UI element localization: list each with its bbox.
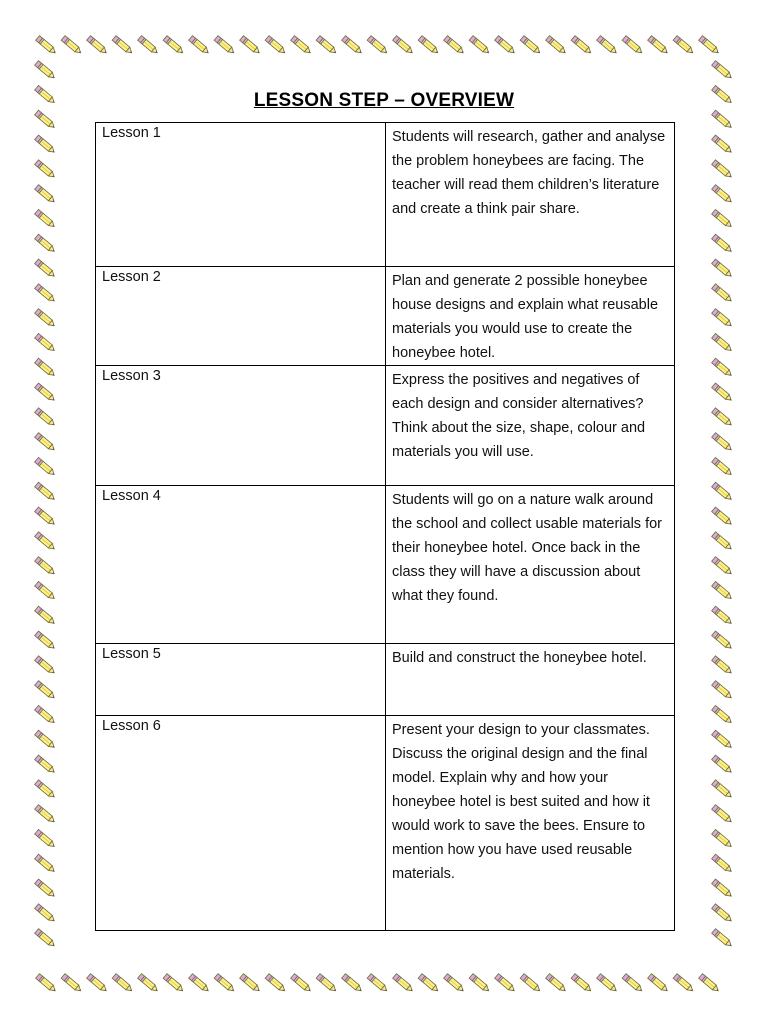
pencil-icon [712, 135, 733, 154]
pencil-icon [520, 974, 541, 993]
table-row [96, 366, 675, 486]
pencil-icon [35, 309, 56, 328]
pencil-icon [189, 974, 210, 993]
pencil-icon [712, 457, 733, 476]
pencil-icon [35, 879, 56, 898]
pencil-icon [712, 780, 733, 799]
pencil-icon [36, 974, 57, 993]
pencil-icon [342, 974, 363, 993]
pencil-icon [444, 974, 465, 993]
pencil-icon [35, 333, 56, 352]
pencil-icon [712, 904, 733, 923]
pencil-icon [712, 730, 733, 749]
pencil-icon [520, 36, 541, 55]
pencil-icon [712, 209, 733, 228]
pencil-icon [712, 284, 733, 303]
pencil-icon [712, 606, 733, 625]
pencil-icon [35, 61, 56, 80]
pencil-icon [712, 433, 733, 452]
pencil-icon [291, 36, 312, 55]
pencil-icon [712, 829, 733, 848]
lesson-description: Plan and generate 2 possible honeybee house designs and explain what reusable materials you would use to create the honeybee hotel. [386, 267, 675, 366]
pencil-icon [35, 358, 56, 377]
lesson-description: Build and construct the honeybee hotel. [386, 644, 675, 716]
pencil-icon [367, 36, 388, 55]
pencil-icon [393, 36, 414, 55]
pencil-icon [265, 974, 286, 993]
pencil-icon [469, 974, 490, 993]
pencil-icon [712, 929, 733, 948]
pencil-icon [35, 383, 56, 402]
pencil-icon [648, 974, 669, 993]
pencil-icon [35, 854, 56, 873]
page-title: LESSON STEP – OVERVIEW [253, 90, 515, 111]
pencil-icon [35, 259, 56, 278]
pencil-icon [316, 36, 337, 55]
pencil-icon [35, 507, 56, 526]
pencil-icon [342, 36, 363, 55]
pencil-icon [35, 681, 56, 700]
pencil-icon [214, 36, 235, 55]
pencil-icon [35, 284, 56, 303]
pencil-icon [712, 805, 733, 824]
pencil-icon [418, 974, 439, 993]
pencil-icon [35, 805, 56, 824]
pencil-icon [712, 110, 733, 129]
pencil-icon [712, 705, 733, 724]
pencil-icon [35, 829, 56, 848]
pencil-icon [35, 755, 56, 774]
table-row [96, 716, 675, 931]
pencil-icon [35, 408, 56, 427]
pencil-icon [673, 36, 694, 55]
pencil-icon [35, 110, 56, 129]
pencil-icon [597, 36, 618, 55]
pencil-icon [291, 974, 312, 993]
pencil-icon [35, 433, 56, 452]
pencil-icon [495, 974, 516, 993]
pencil-icon [469, 36, 490, 55]
table-row [96, 123, 675, 267]
pencil-icon [61, 974, 82, 993]
pencil-icon [367, 974, 388, 993]
pencil-icon [35, 234, 56, 253]
pencil-icon [712, 259, 733, 278]
table-row [96, 267, 675, 366]
pencil-icon [712, 755, 733, 774]
pencil-icon [35, 482, 56, 501]
pencil-icon [112, 974, 133, 993]
lesson-label: Lesson 2 [96, 267, 386, 366]
pencil-icon [712, 185, 733, 204]
lesson-description: Students will research, gather and analyse the problem honeybees are facing. The teacher will read them children’s literature and create a think pair share. [386, 123, 675, 267]
table-row [96, 644, 675, 716]
pencil-icon [36, 36, 57, 55]
lesson-label: Lesson 3 [96, 366, 386, 486]
pencil-icon [712, 61, 733, 80]
pencil-icon [712, 879, 733, 898]
pencil-icon [35, 656, 56, 675]
lesson-label: Lesson 6 [96, 716, 386, 931]
pencil-icon [35, 581, 56, 600]
pencil-icon [712, 358, 733, 377]
table-row [96, 486, 675, 644]
pencil-icon [316, 974, 337, 993]
pencil-icon [112, 36, 133, 55]
pencil-icon [35, 631, 56, 650]
pencil-icon [712, 234, 733, 253]
pencil-icon [546, 974, 567, 993]
lesson-label: Lesson 4 [96, 486, 386, 644]
pencil-icon [61, 36, 82, 55]
pencil-icon [712, 581, 733, 600]
pencil-icon [35, 135, 56, 154]
pencil-icon [35, 160, 56, 179]
pencil-icon [712, 656, 733, 675]
pencil-icon [138, 36, 159, 55]
pencil-icon [265, 36, 286, 55]
lesson-description: Students will go on a nature walk around the school and collect usable materials for their honeybee hotel. Once back in the class they will have a discussion about what they found. [386, 486, 675, 644]
pencil-icon [673, 974, 694, 993]
pencil-icon [240, 36, 261, 55]
lesson-description: Present your design to your classmates. Discuss the original design and the final model. Explain why and how your honeybee hotel is best suited and how it would work to save the bees. Ensure to mention how you have used reusable materials. [386, 716, 675, 931]
lesson-label: Lesson 1 [96, 123, 386, 267]
pencil-icon [35, 705, 56, 724]
pencil-icon [571, 36, 592, 55]
pencil-icon [648, 36, 669, 55]
pencil-icon [163, 974, 184, 993]
pencil-icon [712, 482, 733, 501]
pencil-icon [35, 457, 56, 476]
pencil-icon [712, 854, 733, 873]
pencil-icon [87, 36, 108, 55]
pencil-icon [712, 383, 733, 402]
pencil-icon [495, 36, 516, 55]
lesson-label: Lesson 5 [96, 644, 386, 716]
pencil-icon [240, 974, 261, 993]
pencil-icon [571, 974, 592, 993]
pencil-icon [712, 557, 733, 576]
pencil-icon [712, 681, 733, 700]
pencil-icon [35, 532, 56, 551]
pencil-icon [393, 974, 414, 993]
pencil-icon [712, 408, 733, 427]
pencil-icon [622, 36, 643, 55]
pencil-icon [444, 36, 465, 55]
pencil-icon [35, 557, 56, 576]
lesson-overview-table [95, 122, 675, 931]
pencil-icon [699, 974, 720, 993]
pencil-icon [35, 209, 56, 228]
pencil-icon [163, 36, 184, 55]
pencil-icon [35, 730, 56, 749]
pencil-icon [546, 36, 567, 55]
pencil-icon [35, 185, 56, 204]
lesson-description: Express the positives and negatives of each design and consider alternatives? Think about the size, shape, colour and materials you will use. [386, 366, 675, 486]
pencil-icon [712, 309, 733, 328]
pencil-icon [35, 780, 56, 799]
pencil-icon [712, 333, 733, 352]
pencil-icon [214, 974, 235, 993]
pencil-icon [418, 36, 439, 55]
pencil-icon [712, 532, 733, 551]
pencil-icon [35, 929, 56, 948]
pencil-icon [35, 904, 56, 923]
pencil-icon [712, 507, 733, 526]
pencil-icon [712, 160, 733, 179]
pencil-icon [622, 974, 643, 993]
pencil-icon [699, 36, 720, 55]
pencil-icon [87, 974, 108, 993]
pencil-icon [35, 606, 56, 625]
pencil-icon [189, 36, 210, 55]
pencil-icon [138, 974, 159, 993]
pencil-icon [712, 631, 733, 650]
pencil-icon [597, 974, 618, 993]
